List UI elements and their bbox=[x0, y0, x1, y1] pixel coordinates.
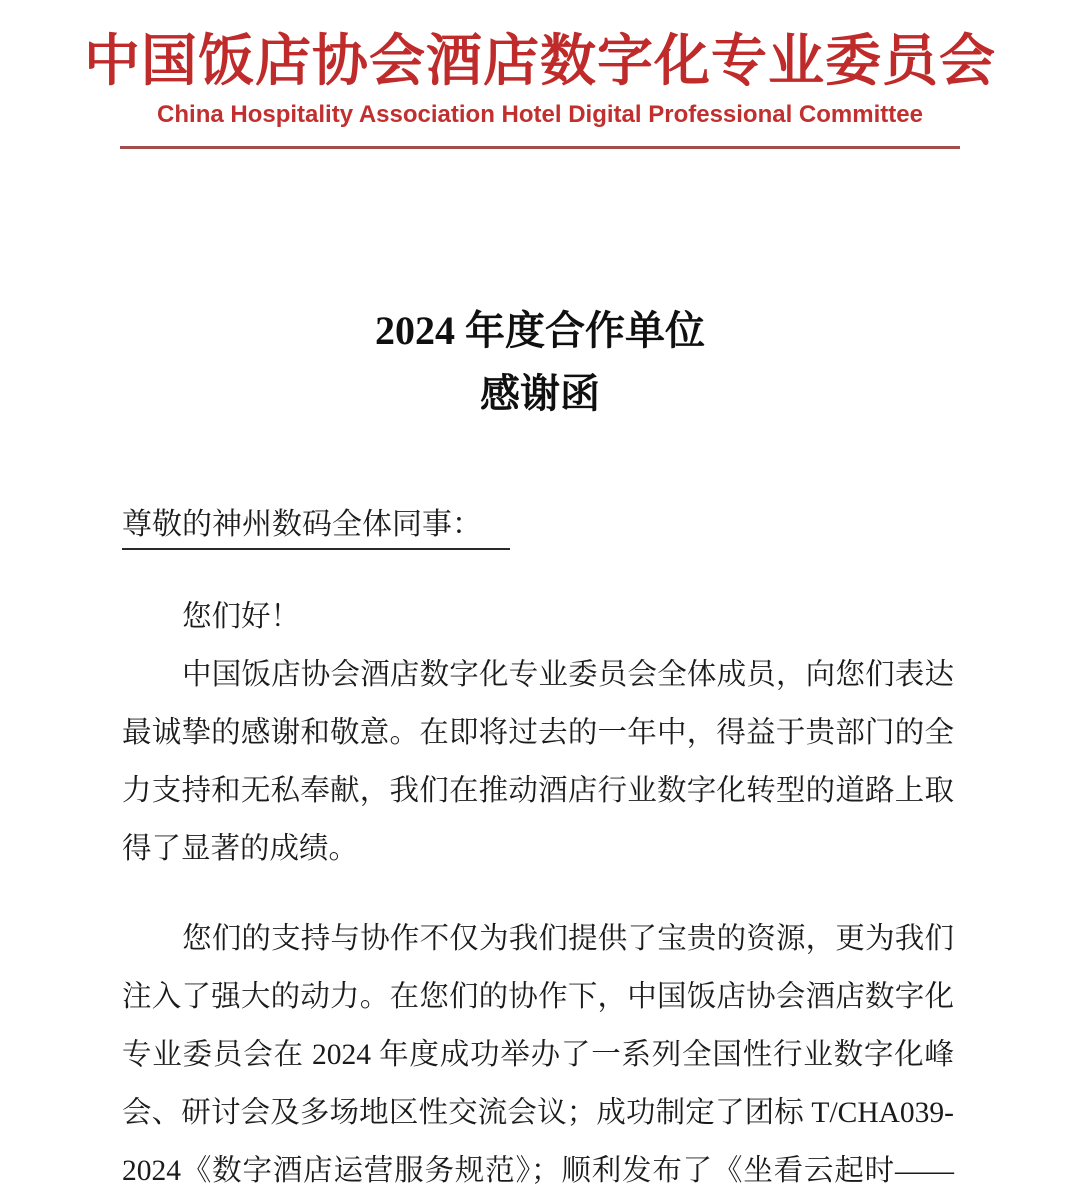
document-title bbox=[0, 299, 1080, 425]
body-line: 最诚挚的感谢和敬意。在即将过去的一年中，得益于贵部门的全 bbox=[122, 717, 954, 750]
org-name-english: China Hospitality Association Hotel Digital Professional Committee bbox=[157, 101, 923, 129]
body-line: 您们的支持与协作不仅为我们提供了宝贵的资源，更为我们 bbox=[182, 923, 954, 956]
org-name-chinese: 中国饭店协会酒店数字化专业委员会 bbox=[84, 31, 996, 93]
document-title-line2: 感谢函 bbox=[480, 371, 600, 417]
body-line: 得了显著的成绩。 bbox=[122, 833, 359, 866]
body-line: 专业委员会在 2024 年度成功举办了一系列全国性行业数字化峰 bbox=[122, 1039, 954, 1072]
letterhead-divider-rule bbox=[120, 146, 960, 149]
letter-body bbox=[122, 588, 954, 1200]
letterhead bbox=[0, 0, 1080, 149]
salutation-text: 尊敬的神州数码全体同事： bbox=[122, 499, 510, 550]
body-line: 会、研讨会及多场地区性交流会议；成功制定了团标 T/CHA039- bbox=[122, 1097, 954, 1130]
body-line: 力支持和无私奉献，我们在推动酒店行业数字化转型的道路上取 bbox=[122, 775, 954, 808]
body-line: 2024《数字酒店运营服务规范》；顺利发布了《坐看云起时—— bbox=[122, 1155, 954, 1188]
salutation-row bbox=[122, 499, 958, 550]
body-line: 注入了强大的动力。在您们的协作下，中国饭店协会酒店数字化 bbox=[122, 981, 954, 1014]
document-title-line1: 2024 年度合作单位 bbox=[375, 308, 705, 354]
body-line: 您们好！ bbox=[182, 601, 301, 634]
body-line: 中国饭店协会酒店数字化专业委员会全体成员，向您们表达 bbox=[182, 659, 954, 692]
